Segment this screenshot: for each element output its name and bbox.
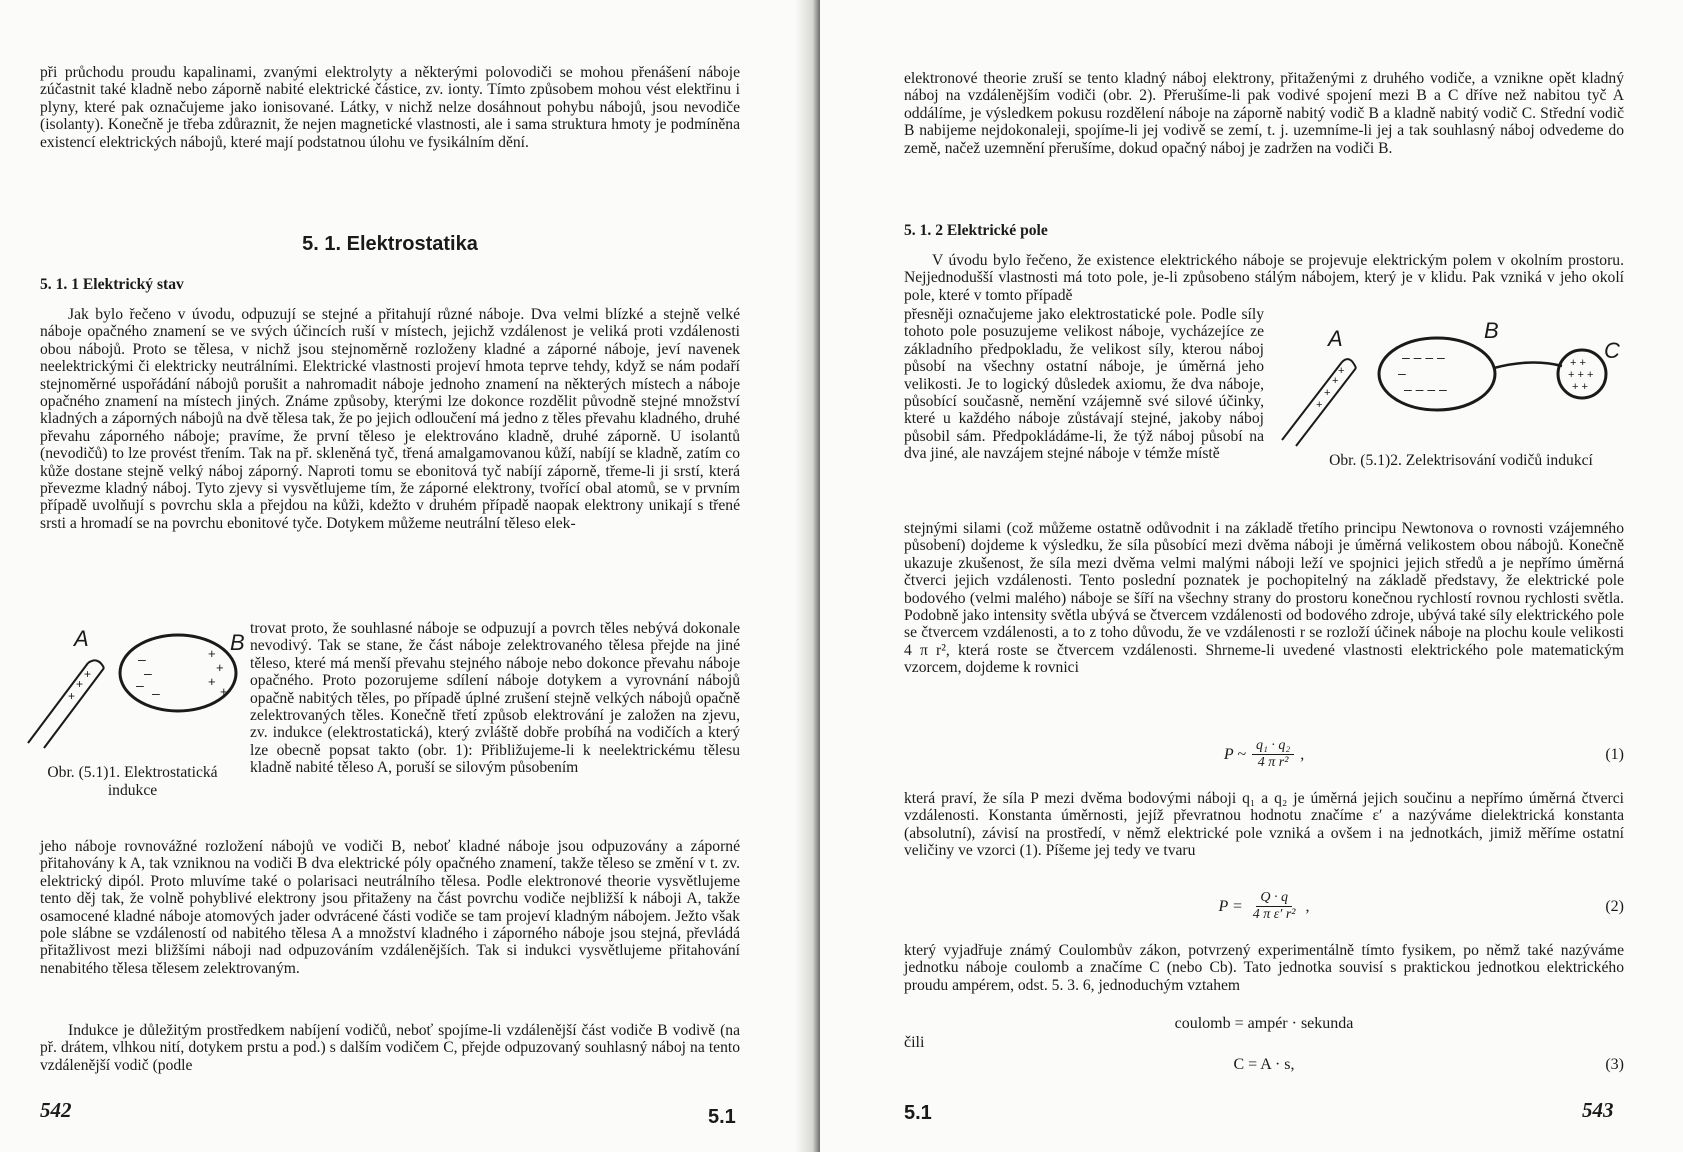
wrapped-paragraph-contact: [250, 620, 740, 777]
induction-diagram-icon: [18, 628, 248, 758]
left-page: [0, 0, 820, 1152]
page-number-left: 542: [40, 1098, 72, 1122]
svg-text:–: –: [152, 685, 160, 701]
equation-1: [904, 738, 1624, 771]
paragraph-field-continued: [904, 520, 1624, 677]
paragraph-coulomb: [904, 942, 1624, 994]
eq1-fraction: [1252, 738, 1294, 771]
fig2-label-c: C: [1604, 338, 1620, 363]
svg-text:–: –: [138, 651, 146, 667]
equation-3: [904, 1056, 1624, 1074]
paragraph-polarisation: [40, 838, 740, 977]
eq1-denominator: 4 π r²: [1257, 755, 1289, 770]
svg-text:+: +: [84, 667, 92, 681]
para-field-cont: stejnými silami (což můžeme ostatně odůvodnit i na základě třetího principu Newtonova o rovnosti vzájemného působení) dojdeme k výsledku, že síla působící mezi dvěma náboji je úměrná velikostem obou nábojů. Konečně ukazuje zkušenost, že síla mezi dvěma velmi malými náboji leží ve spojnici jejich středů a je nepřímo úměrná čtverci jejich vzdálenosti. Tento poslední poznatek je pochopitelný na základě představy, že elektrické pole bodového (velmi malého) náboje se šíří na všechny strany do prostoru konečnou rychlostí rovnou rychlosti světla. Podobně jako intensity světla ubývá se čtvercem vzdálenosti od bodového zdroje, ubývá také síly elektrického pole se čtvercem vzdálenosti, a to z toho důvodu, že ve vzdálenosti r se rozloží účinek náboje na plochu koule velikosti 4 π r², která roste se čtvercem vzdálenosti. Shrneme-li uvedené vlastnosti elektrického pole matematickým vzorcem, dojdeme k rovnici: [904, 520, 1624, 677]
wrapped-paragraph-field: [904, 306, 1264, 463]
induction-charging-diagram-icon: [1272, 318, 1622, 450]
section-mark-left: 5.1: [708, 1106, 736, 1128]
svg-text:–: –: [1398, 365, 1406, 381]
eq2-denominator: 4 π ε′ r²: [1252, 907, 1296, 922]
eq1-label: (1): [1605, 745, 1624, 763]
paragraph-field-intro: [904, 252, 1624, 304]
subsection-title-electric-field: 5. 1. 2 Elektrické pole: [904, 222, 1048, 239]
svg-text:+: +: [1316, 399, 1323, 411]
paragraph-top: [904, 70, 1624, 157]
eq1-tail: ,: [1300, 745, 1305, 763]
section-title: 5. 1. Elektrostatika: [302, 233, 478, 255]
eq1-numerator: q₁ · q₂: [1252, 738, 1294, 755]
svg-text:+: +: [68, 689, 76, 703]
svg-text:+: +: [208, 646, 216, 661]
fig1-label-b: B: [230, 630, 245, 655]
intro-paragraph: [40, 64, 740, 151]
eq2-numerator: Q · q: [1256, 890, 1292, 907]
svg-text:– – – –: – – – –: [1404, 381, 1447, 397]
wrap-text: trovat proto, že souhlasné náboje se odpuzují a povrch těles nebývá dokonale nevodivý. Tak se stane, že část náboje zelektrovaného tělesa přejde na jiné těleso, které má menší převahu stejného náboje nebo dokonce převahu náboje opačného. Proto pozorujeme sdílení náboje dotykem a vyrovnání nábojů opačně nabitých těles, po případě úplné zrušení stejně velkých nábojů opačně zelektrovaných těles. Konečně třetí způsob elektrování je založen na zjevu, zv. indukce (elektrostatická), který zvláště dobře probíhá na vodičích a který lze obecně popsat takto (obr. 1): Přibližujeme-li k neelektrickému tělesu kladně nabité těleso A, poruší se silovým působením: [250, 620, 740, 777]
eq3-label: (3): [1605, 1056, 1624, 1073]
para-eq2-text: který vyjadřuje známý Coulombův zákon, potvrzený experimentálně tímto fysikem, po němž také nazýváme jednotku náboje coulomb a značíme C (nebo Cb). Tato jednotka souvisí s praktickou jednotkou elektrického proudu ampérem, odst. 5. 3. 6, jednoduchým vztahem: [904, 942, 1624, 994]
figure-2-caption: Obr. (5.1)2. Zelektrisování vodičů indukcí: [1329, 452, 1593, 469]
para2-text: Indukce je důležitým prostředkem nabíjení vodičů, neboť spojíme-li vzdálenější část vodiče B vodivě (na př. drátem, vlhkou nití, dotykem prstu a pod.) s dalším vodičem C, přejde odpuzovaný souhlasný náboj na tento vzdálenější vodič (podle: [40, 1022, 740, 1074]
svg-text:+: +: [208, 674, 216, 689]
svg-text:– – – –: – – – –: [1402, 349, 1445, 365]
fig1-label-a: A: [74, 628, 89, 651]
equation-2: [904, 890, 1624, 923]
fig2-label-a: A: [1328, 326, 1343, 351]
paragraph-after-eq1: [904, 790, 1624, 860]
eq1-lhs: P ~: [1223, 745, 1246, 763]
para1-text: Jak bylo řečeno v úvodu, odpuzují se stejné a přitahují různé náboje. Dva velmi blízké a stejně velké náboje opačného znamení se ve svých účincích ruší v místech, jejichž vzdálenost je veliká proti vzdálenosti obou nábojů. Proto se tělesa, v nichž jsou stejnoměrně rozloženy kladné a záporné náboje, jeví navenek neelektrickými či elektricky neutrálními. Elektrické vlastnosti projeví hmota teprve tehdy, když se nám podaří stejnoměrné uspořádání nábojů porušit a nahromadit náboje jednoho znamení na některých místech a náboje opačného znamení na místech jiných. Známe způsoby, kterými lze dokonce rozdělit původně stejné množství kladných a záporných nábojů na dvě tělesa tak, že po jejich odloučení má jedno z těles převahu kladného, druhé převahu záporného náboje; pravíme, že první těleso je elektrováno kladně, druhé záporně. U isolantů (nevodičů) to lze provést třením. Tak na př. skleněná tyč, třená amalgamovanou kůží, nabíjí se kladně, zatím co kůže dostane stejně velký náboj záporný. Naproti tomu se ebonitová tyč nabíjí záporně, třeme-li ji srstí, která převezme kladný náboj. Tyto zjevy si vysvětlujeme tím, že záporné elektrony, tvořící obal atomů, se v prvním případě uvolňují s povrchu skla a přejdou na kůži, kdežto v druhém případě naopak elektrony unikají s třené srsti a hromadí se na povrchu ebonitové tyče. Dotykem můžeme neutrální těleso elek-: [40, 306, 740, 532]
page-number-right: 543: [1582, 1098, 1614, 1122]
para-field-full: V úvodu bylo řečeno, že existence elektrického náboje se projevuje elektrickým polem v okolním prostoru. Nejjednodušší vlastnosti má toto pole, je-li způsobeno stálým nábojem, který je v klidu. Pak vzniká v jeho okolí pole, které v tomto případě: [904, 252, 1624, 304]
figure-2-induction-charging: [1272, 318, 1622, 450]
svg-text:–: –: [144, 665, 152, 681]
eq3-text: C = A · s,: [1233, 1056, 1295, 1073]
para-top-text: elektronové theorie zruší se tento kladný náboj elektrony, přitaženými z druhého vodiče, a vznikne opět kladný náboj na vzdálenějším vodiči (obr. 2). Přerušíme-li pak vodivé spojení mezi B a C dříve než nabitou tyč A oddálíme, je výsledkem pokusu rozdělení náboje na záporně nabitý vodič B a kladně nabitý vodič C. Střední vodič B nabijeme nejdokonaleji, spojíme-li jej vodivě se zemí, t. j. uzemníme-li jej a tak souhlasný náboj odvedeme do země, načež uzemnění přerušíme, dokud opačný náboj je zadržen na vodiči B.: [904, 70, 1624, 157]
section-mark-right: 5.1: [904, 1102, 932, 1124]
svg-text:+: +: [76, 677, 84, 691]
eq2-lhs: P =: [1218, 897, 1243, 915]
fig2-label-b: B: [1484, 318, 1499, 343]
svg-text:+ +: + +: [1572, 381, 1588, 393]
para1-continued: jeho náboje rovnovážné rozložení nábojů ve vodiči B, neboť kladné náboje jsou odpuzovány a záporné přitahovány k A, tak vzniknou na vodiči B dva elektrické póly opačného znamení, takže těleso se změní v t. zv. elektrický dipól. Proto mluvíme také o polarisaci neutrálního tělesa. Podle elektronové theorie vysvětlujeme tento děj tak, že volně pohyblivé elektrony jsou přitaženy na část povrchu vodiče nejbližší k náboji A, takže osamocené kladné náboje atomových jader odvrácené části vodiče se tam projeví kladným nábojem. Ježto však pole slábne se vzdáleností od nabitého tělesa A a množství kladného i záporného náboje jsou stejná, převládá přitažlivost mezi bližšími náboji nad odpuzováním vzdálenějších. Tak si indukci vysvětlujeme přitahování nenabitého tělesa tělesem zelektrovaným.: [40, 838, 740, 977]
eq2-label: (2): [1605, 897, 1624, 915]
svg-text:+ + +: + + +: [1568, 369, 1594, 381]
svg-text:+: +: [1324, 387, 1331, 399]
para-eq1-text: která praví, že síla P mezi dvěma bodovými náboji q₁ a q₂ je úměrná jejich součinu a nepřímo úměrná čtverci vzdálenosti. Konstanta úměrnosti, jejíž převratnou hodnotu značíme ε′ a nazýváme dielektrická konstanta (absolutní), závisí na prostředí, v němž elektrické pole vzniká a ovšem i na jednotkách, jimiž měříme ostatní veličiny ve vzorci (1). Píšeme jej tedy ve tvaru: [904, 790, 1624, 860]
intro-text: při průchodu proudu kapalinami, zvanými elektrolyty a některými polovodiči se mohou přenášení náboje zúčastnit také kladně nebo záporně nabité elektrické částice, zv. ionty. Tímto způsobem mohou vést elektřinu i plyny, které pak označujeme jako ionisované. Látky, v nichž nelze dosáhnout pohybu nábojů, jsou nevodiče (isolanty). Konečně je třeba zdůraznit, že nejen magnetické vlastnosti, ale i sama struktura hmoty je podmíněna existencí elektrických nábojů, které mají podstatnou úlohu ve fysikálním dění.: [40, 64, 740, 151]
paragraph-electric-state: [40, 306, 740, 532]
svg-text:+: +: [1332, 375, 1339, 387]
svg-text:+: +: [1338, 365, 1345, 377]
svg-text:–: –: [136, 677, 144, 693]
svg-text:+ +: + +: [1570, 357, 1586, 369]
subsection-title-electric-state: 5. 1. 1 Elektrický stav: [40, 276, 184, 293]
svg-text:+: +: [216, 660, 224, 675]
paragraph-induction-charging: [40, 1022, 740, 1074]
word-cili: čili: [904, 1034, 925, 1051]
svg-text:+: +: [220, 684, 228, 699]
para-field-wrap: přesněji označujeme jako elektrostatické pole. Podle síly tohoto pole posuzujeme velikost náboje, vycházejíce ze základního předpokladu, že velikost síly, kterou náboj působí na všechny ostatní náboje, je úměrná jeho velikosti. Je to logický důsledek axiomu, že dva náboje, působící současně, nemění vzájemně své silové účinky, které u každého náboje zůstávají stejné, jakoby náboj působil sám. Předpokládáme-li, že týž náboj působí na dva jiné, ale navzájem stejné náboje v témže místě: [904, 306, 1264, 463]
figure-1-electrostatic-induction: [18, 628, 248, 758]
eq2-fraction: [1249, 890, 1300, 923]
eq2-tail: ,: [1305, 897, 1310, 915]
figure-1-caption: Obr. (5.1)1. Elektrostatická indukce: [47, 764, 218, 799]
right-page: [820, 0, 1683, 1152]
equation-coulomb-ampere: coulomb = ampér · sekunda: [1174, 1015, 1354, 1032]
